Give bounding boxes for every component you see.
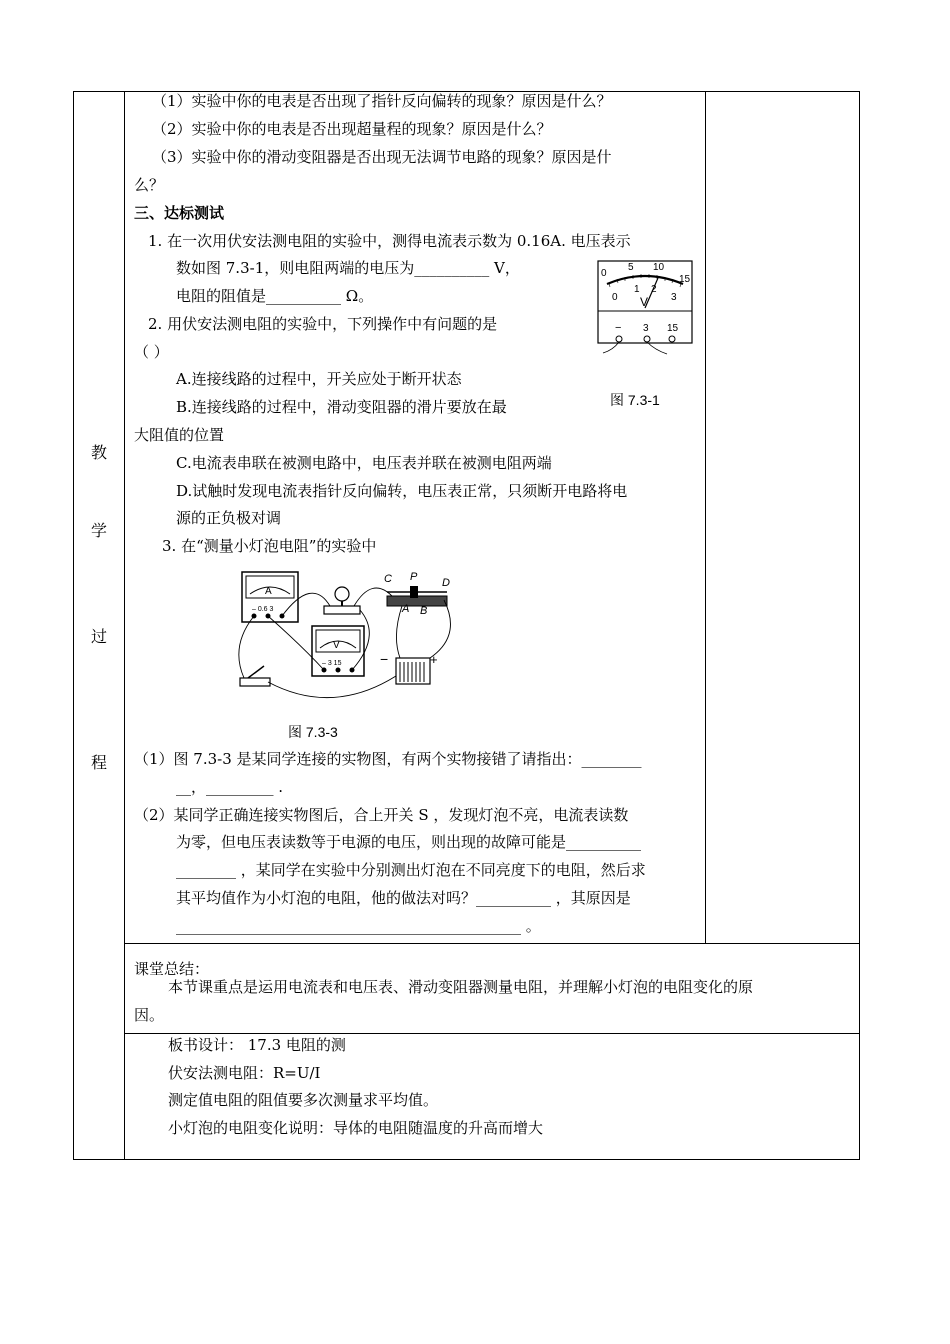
subquestion-1-line2: __，_________ .: [176, 778, 284, 796]
rheostat-label-A: A: [402, 603, 410, 615]
voltmeter-letter: V: [333, 640, 340, 651]
table-border-left: [73, 91, 74, 1160]
board-line2: 伏安法测电阻：R=U/I: [168, 1064, 321, 1082]
column-divider-right: [705, 91, 706, 943]
switch: [240, 666, 270, 686]
item2-option-B-line2: 大阻值的位置: [134, 426, 225, 444]
circuit-figure-7-3-3: [232, 566, 462, 716]
rheostat-label-P: P: [410, 571, 418, 583]
battery: [380, 651, 438, 684]
rheostat-label-B: B: [420, 605, 428, 617]
item2-line1: 2. 用伏安法测电阻的实验中，下列操作中有问题的是: [148, 315, 498, 333]
item2-option-B-line1: B.连接线路的过程中，滑动变阻器的滑片要放在最: [176, 398, 507, 416]
item2-option-D-line2: 源的正负极对调: [176, 509, 282, 527]
left-col-char-1: 教: [91, 443, 108, 462]
board-line1: 板书设计： 17.3 电阻的测: [168, 1036, 346, 1054]
figure-7-3-1-caption: 图 7.3-1: [610, 392, 660, 408]
table-border-right: [859, 91, 860, 1160]
upper-tick-0: 0: [601, 268, 607, 279]
board-line3: 测定值电阻的阻值要多次测量求平均值。: [168, 1091, 439, 1109]
terminal-3: 3: [643, 323, 649, 334]
subquestion-1-line1: （1）图 7.3-3 是某同学连接的实物图，有两个实物接错了请指出：________: [134, 750, 642, 768]
lower-tick-0: 0: [612, 292, 618, 303]
unit-label: V: [640, 295, 649, 309]
item2-option-D-line1: D.试触时发现电流表指针反向偏转，电压表正常，只须断开电路将电: [176, 482, 628, 500]
question-3-line2: 么？: [134, 176, 165, 194]
board-line4: 小灯泡的电阻变化说明：导体的电阻随温度的升高而增大: [168, 1119, 544, 1137]
subquestion-2-line2: 为零，但电压表读数等于电源的电压，则出现的故障可能是__________: [176, 833, 642, 851]
lower-tick-2: 2: [651, 284, 657, 295]
item2-line2: （ ）: [134, 343, 169, 361]
item2-option-A: A.连接线路的过程中，开关应处于断开状态: [176, 370, 462, 388]
ammeter-terminals: – 0.6 3: [252, 606, 274, 613]
lamp: [324, 587, 360, 614]
summary-line1: 本节课重点是运用电流表和电压表、滑动变阻器测量电阻，并理解小灯泡的电阻变化的原: [168, 978, 754, 996]
question-3-line1: （3）实验中你的滑动变阻器是否出现无法调节电路的现象？原因是什: [152, 148, 612, 166]
item1-line1: 1. 在一次用伏安法测电阻的实验中，测得电流表示数为 0.16A. 电压表示: [148, 232, 631, 250]
subquestion-2-line3: ________ ，某同学在实验中分别测出灯泡在不同亮度下的电阻，然后求: [176, 861, 646, 879]
voltmeter-figure-7-3-1: [595, 258, 695, 358]
voltmeter: [312, 626, 364, 676]
lower-tick-3: 3: [671, 292, 677, 303]
upper-tick-5: 5: [628, 262, 634, 273]
question-1: （1）实验中你的电表是否出现了指针反向偏转的现象？原因是什么？: [152, 92, 612, 110]
item2-option-C: C.电流表串联在被测电路中，电压表并联在被测电阻两端: [176, 454, 552, 472]
lower-tick-1: 1: [634, 284, 640, 295]
item1-line2: 数如图 7.3-1，则电阻两端的电压为__________ V，: [176, 259, 520, 277]
summary-title: 课堂总结：: [134, 960, 210, 978]
subquestion-2-line1: （2）某同学正确连接实物图后，合上开关 S ，发现灯泡不亮，电流表读数: [134, 806, 629, 824]
rheostat: [384, 571, 450, 617]
terminal-minus: −: [615, 322, 622, 334]
figure-7-3-3-caption: 图 7.3-3: [288, 724, 338, 740]
subquestion-2-line4: 其平均值作为小灯泡的电阻，他的做法对吗？__________ ，其原因是: [176, 889, 631, 907]
rheostat-label-D: D: [442, 577, 450, 589]
battery-plus-label: +: [430, 652, 438, 667]
subquestion-2-line5: ______________________________________________ 。: [176, 917, 541, 935]
item1-line3: 电阻的阻值是__________ Ω。: [176, 287, 374, 305]
rheostat-label-C: C: [384, 573, 392, 585]
item3-line1: 3. 在“测量小灯泡电阻”的实验中: [162, 537, 377, 555]
left-col-char-4: 程: [91, 753, 108, 772]
summary-line2: 因。: [134, 1006, 165, 1024]
ammeter: [242, 572, 298, 622]
column-divider-left: [124, 91, 125, 1160]
upper-tick-10: 10: [653, 262, 665, 273]
ammeter-letter: A: [265, 586, 272, 597]
terminal-15: 15: [667, 323, 679, 334]
battery-minus-label: −: [380, 651, 389, 667]
table-border-bottom: [73, 1159, 860, 1160]
row-divider-summary: [124, 943, 860, 944]
left-col-char-2: 学: [91, 521, 108, 540]
left-col-char-3: 过: [91, 627, 108, 646]
voltmeter-terminals: – 3 15: [322, 660, 342, 667]
question-2: （2）实验中你的电表是否出现超量程的现象？原因是什么？: [152, 120, 552, 138]
section-3-heading: 三、达标测试: [134, 204, 225, 222]
upper-tick-15: 15: [679, 274, 691, 285]
